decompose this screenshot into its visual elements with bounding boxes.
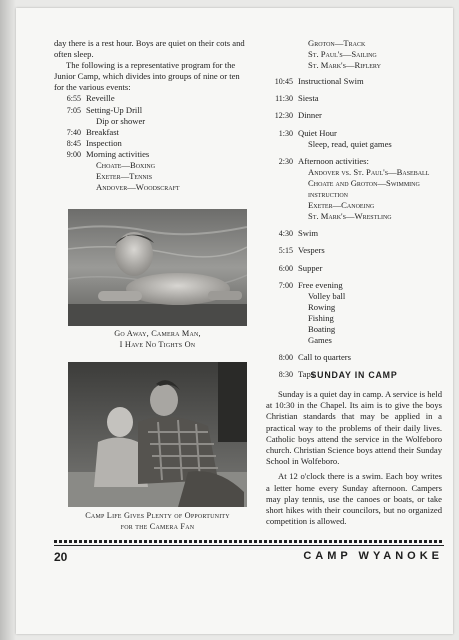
- photo-2-caption: [60, 511, 255, 532]
- activity-detail: St. Mark's—Wrestling: [308, 211, 392, 222]
- schedule-activity: Call to quarters: [298, 352, 351, 363]
- schedule-row: [266, 263, 442, 274]
- schedule-row: [266, 280, 442, 347]
- caption-line: I Have No Tights On: [119, 339, 196, 349]
- schedule-time: 1:30: [278, 128, 293, 138]
- schedule-activity: Dinner: [298, 110, 322, 121]
- schedule-row: [54, 127, 250, 138]
- schedule-activity: [298, 156, 442, 223]
- schedule-row: [54, 93, 250, 104]
- schedule-activity: Reveille: [86, 93, 115, 104]
- activity-label: Afternoon activities:: [298, 155, 369, 166]
- photo-campers-group: [68, 362, 247, 507]
- page-number: 20: [54, 550, 68, 564]
- schedule-activity: Breakfast: [86, 126, 119, 137]
- schedule-activity: [86, 105, 250, 127]
- activity-label: Quiet Hour: [298, 127, 337, 138]
- schedule-row: [266, 93, 442, 104]
- schedule-activity: [298, 128, 442, 150]
- schedule-time: 8:30: [278, 370, 293, 380]
- activity-detail: Andover vs. St. Paul's—Baseball: [308, 166, 430, 177]
- footer-rule: [54, 545, 444, 546]
- schedule-time: 6:00: [278, 263, 293, 273]
- schedule-time: 7:00: [278, 280, 293, 290]
- caption-line: Camp Life Gives Plenty of Opportunity: [85, 511, 230, 520]
- schedule-time: 10:45: [274, 77, 293, 87]
- caption-line: Go Away, Camera Man,: [114, 329, 201, 338]
- activity-detail: St. Paul's—Sailing: [308, 49, 377, 60]
- section-heading: SUNDAY IN CAMP: [310, 370, 398, 380]
- sunday-section: [266, 389, 442, 531]
- schedule-activity: Instructional Swim: [298, 76, 364, 87]
- schedule-time: 8:45: [66, 138, 81, 148]
- schedule-activity: Vespers: [298, 245, 325, 256]
- schedule-row: [54, 138, 250, 149]
- schedule-time: 7:40: [66, 127, 81, 137]
- activity-label: Morning activities: [86, 148, 150, 159]
- activity-detail: Choate—Boxing: [96, 160, 156, 171]
- schedule-row: [266, 76, 442, 87]
- activity-detail: Volley ball: [308, 290, 346, 301]
- footer-title: CAMP WYANOKE: [303, 550, 443, 562]
- activity-detail: Exeter—Tennis: [96, 171, 153, 182]
- schedule-activity: [86, 149, 250, 193]
- schedule-time: 8:00: [278, 353, 293, 363]
- activity-detail: Fishing: [308, 312, 334, 323]
- photo-boy-swimming: [68, 209, 247, 326]
- activity-detail: Rowing: [308, 301, 336, 312]
- schedule-activity: [298, 38, 442, 71]
- schedule-row: [266, 110, 442, 121]
- activity-detail: Exeter—Canoeing: [308, 200, 375, 211]
- schedule-time: 9:00: [66, 149, 81, 159]
- schedule-row: [266, 352, 442, 363]
- schedule-time: 4:30: [278, 229, 293, 239]
- morning-schedule: [54, 93, 250, 193]
- activity-detail: Boating: [308, 323, 336, 334]
- page-edge-shadow: [0, 0, 16, 640]
- schedule-time: 11:30: [275, 94, 293, 104]
- activity-detail: Sleep, read, quiet games: [308, 138, 392, 149]
- sunday-paragraph-1: Sunday is a quiet day in camp. A service is held at 10:30 in the Chapel. Its aim is to give the boys Christian standards that may be applied in a practical way to the problems of their daily lives. Catholic boys attend the service in the Wolfeboro church. Christian Science boys attend their Sunday School in Wolfeboro.: [266, 389, 442, 467]
- schedule-activity: [298, 280, 442, 347]
- intro-paragraph-1: day there is a rest hour. Boys are quiet on their cots and often sleep.: [54, 38, 245, 60]
- intro-paragraph-2: The following is a representative program for the Junior Camp, which divides into groups of nine or ten for the various events:: [54, 60, 240, 93]
- activity-detail: St. Mark's—Riflery: [308, 60, 381, 71]
- footer-dotted-rule: [54, 540, 444, 543]
- schedule-activity: Inspection: [86, 137, 122, 148]
- activity-detail: Andover—Woodscraft: [96, 182, 180, 193]
- right-column: [266, 38, 442, 380]
- activity-label: Setting-Up Drill: [86, 104, 143, 115]
- activity-detail: Games: [308, 335, 332, 346]
- schedule-activity: Supper: [298, 262, 323, 273]
- activity-label: Free evening: [298, 279, 343, 290]
- continued-activities: [266, 38, 442, 71]
- schedule-time: 7:05: [66, 105, 81, 115]
- schedule-activity: Taps: [298, 369, 315, 380]
- schedule-row: [54, 149, 250, 193]
- schedule-time-blank: [266, 38, 298, 71]
- photo-1-caption: [68, 329, 247, 350]
- schedule-time: 2:30: [278, 156, 293, 166]
- schedule-row: [266, 228, 442, 239]
- activity-detail: Dip or shower: [96, 115, 146, 126]
- schedule-time: 6:55: [66, 94, 81, 104]
- left-column: [54, 38, 250, 193]
- schedule-time: 5:15: [278, 246, 293, 256]
- schedule-activity: Siesta: [298, 93, 319, 104]
- schedule-time: 12:30: [274, 111, 293, 121]
- schedule-row: [266, 128, 442, 150]
- caption-line: for the Camera Fan: [120, 521, 195, 531]
- activity-detail: Choate and Groton—Swimming instruction: [308, 177, 420, 200]
- schedule-row: [266, 156, 442, 223]
- sunday-paragraph-2: At 12 o'clock there is a swim. Each boy writes a letter home every Sunday afternoon. Campers may play tennis, use the canoes or boats, or take short hikes with their councilors, but no organized competition is allowed.: [266, 471, 442, 527]
- schedule-activity: Swim: [298, 228, 319, 239]
- activity-detail: Groton—Track: [308, 38, 366, 48]
- schedule-row: [54, 105, 250, 127]
- schedule-row: [266, 245, 442, 256]
